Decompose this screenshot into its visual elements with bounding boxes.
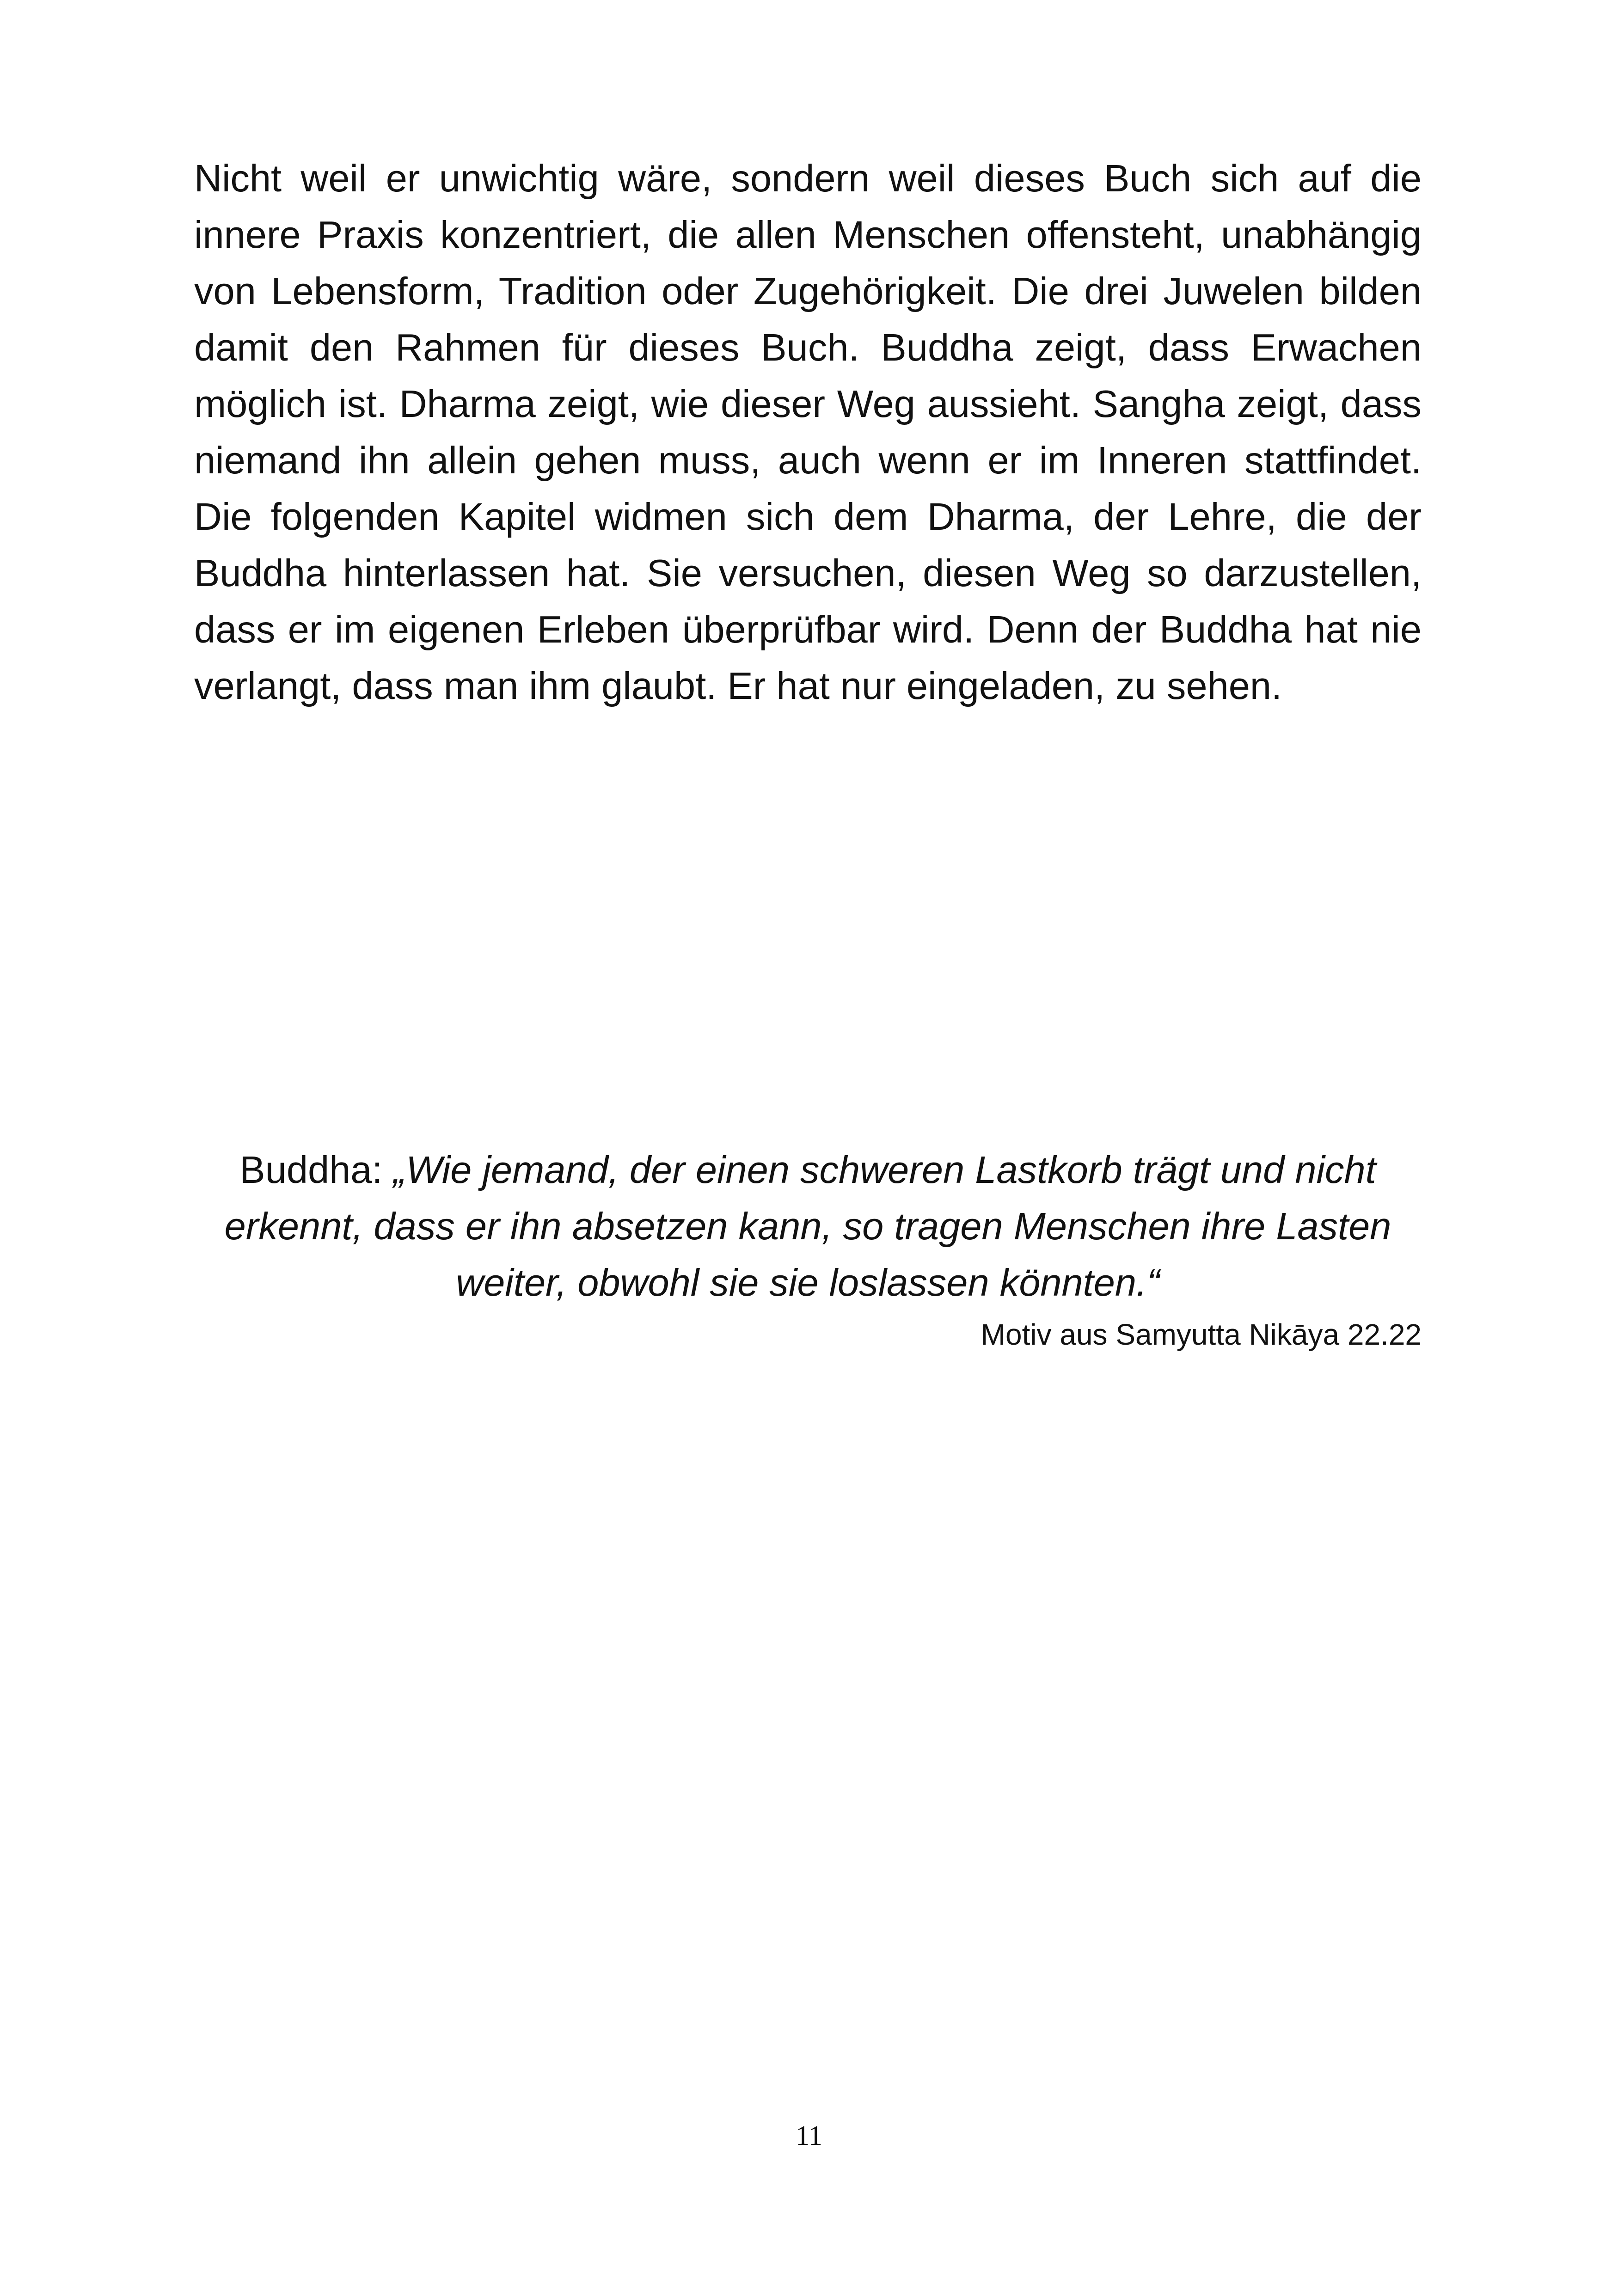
quote-speaker: Buddha: xyxy=(239,1148,393,1191)
quote-block xyxy=(194,1142,1422,1311)
page-number: 11 xyxy=(796,2120,822,2151)
body-paragraph: Nicht weil er unwichtig wäre, sondern weil dieses Buch sich auf die innere Praxis konzentriert, die allen Menschen offensteht, unabhängig von Lebensform, Tradition oder Zugehörigkeit. Die drei Juwelen bilden damit den Rahmen für dieses Buch. Buddha zeigt, dass Erwachen möglich ist. Dharma zeigt, wie dieser Weg aussieht. Sangha zeigt, dass niemand ihn allein gehen muss, auch wenn er im Inneren stattfindet. Die folgenden Kapitel widmen sich dem Dharma, der Lehre, die der Buddha hinterlassen hat. Sie versuchen, diesen Weg so darzustellen, dass er im eigenen Erleben überprüfbar wird. Denn der Buddha hat nie verlangt, dass man ihm glaubt. Er hat nur eingeladen, zu sehen. xyxy=(194,157,1422,707)
quote-source: Motiv aus Samyutta Nikāya 22.22 xyxy=(981,1318,1422,1351)
quote-text: „Wie jemand, der einen schweren Lastkorb trägt und nicht erkennt, dass er ihn absetzen kann, so tragen Menschen ihre Lasten weiter, obwohl sie sie loslassen könnten.“ xyxy=(224,1148,1391,1304)
